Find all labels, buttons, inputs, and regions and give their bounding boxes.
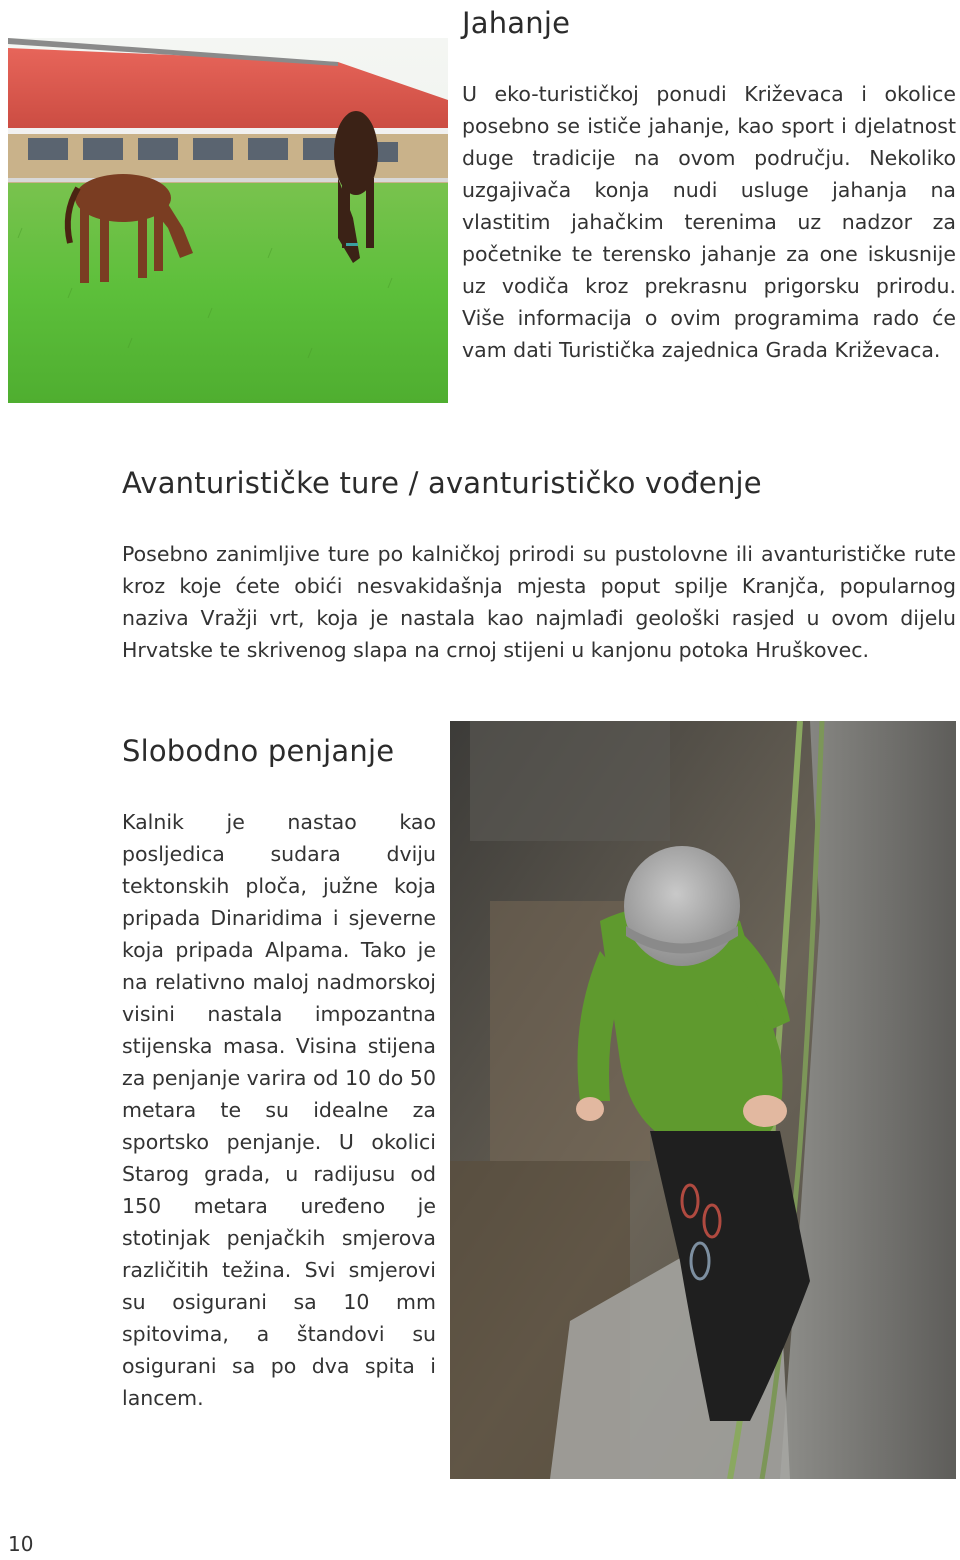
section-title-avanturisticke: Avanturističke ture / avanturističko vođenje xyxy=(122,466,762,500)
horses-photo xyxy=(8,38,448,403)
section-title-jahanje: Jahanje xyxy=(462,6,571,40)
section-body-jahanje: U eko-turističkoj ponudi Križevaca i okolice posebno se ističe jahanje, kao sport i djelatnost duge tradicije na ovom području. Nekoliko uzgajivača konja nudi usluge jahanja na vlastitim jahačkim terenima uz nadzor za početnike te terensko jahanje za one iskusnije uz vodiča kroz prekrasnu prigorsku prirodu. Više informacija o ovim programima rado će vam dati Turistička zajednica Grada Križevaca. xyxy=(462,82,956,362)
section-title-penjanje: Slobodno penjanje xyxy=(122,734,395,768)
page-number: 10 xyxy=(8,1532,34,1556)
section-body-penjanje: Kalnik je nastao kao posljedica sudara dviju tektonskih ploča, južne koja pripada Dinaridima i sjeverne koja pripada Alpama. Tako je na relativno maloj nadmorskoj visini nastala impozantna stijenska masa. Visina stijena za penjanje varira od 10 do 50 metara te su idealne za sportsko penjanje. U okolici Starog grada, u radijusu od 150 metara uređeno je stotinjak penjačkih smjerova različitih težina. Svi smjerovi su osigurani sa 10 mm spitovima, a štandovi su osigurani sa po dva spita i lancem. xyxy=(122,810,436,1410)
section-body-avanturisticke: Posebno zanimljive ture po kalničkoj prirodi su pustolovne ili avanturističke rute kroz koje ćete obići nesvakidašnja mjesta poput spilje Kranjča, popularnog naziva Vražji vrt, koja je nastala kao najmlađi geološki rasjed u ovom dijelu Hrvatske te skrivenog slapa na crnoj stijeni u kanjonu potoka Hruškovec. xyxy=(122,542,956,662)
climber-photo xyxy=(450,721,956,1479)
